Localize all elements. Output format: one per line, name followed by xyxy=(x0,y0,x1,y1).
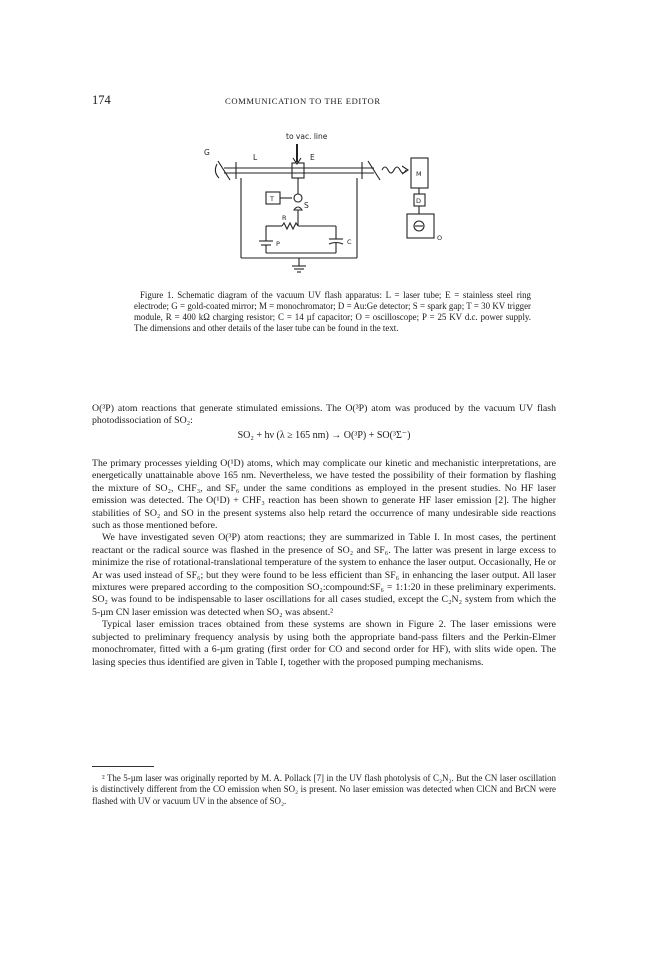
body-intro xyxy=(92,403,556,428)
paragraph-2: The primary processes yielding O(¹D) atoms, which may complicate our kinetic and mechanistic interpretations, are energetically unattainable above 165 nm. Nevertheless, we have tested the possibility of their formation by flashing the mixture of SO₂, CHF₃, and SF₆ under the same conditions as employed in the present studies. No HF laser emission was detected. The O(¹D) + CHF₃ reaction has been shown to generate HF laser emission [2]. The higher stabilities of SO₂ and SO in the present systems also help retard the occurrence of many undesirable side reactions such as those mentioned before. xyxy=(92,458,556,532)
label-s: S xyxy=(304,201,309,210)
body-main xyxy=(92,458,556,669)
page-number: 174 xyxy=(92,93,111,107)
label-l: L xyxy=(253,153,258,162)
window-right xyxy=(368,161,380,180)
center-electrode xyxy=(292,163,304,178)
label-p: P xyxy=(276,240,280,248)
footnote-rule xyxy=(92,766,154,767)
label-e: E xyxy=(310,153,315,162)
label-o: O xyxy=(437,234,443,242)
label-vac-line: to vac. line xyxy=(286,132,328,141)
spark-gap xyxy=(294,194,302,202)
label-c: C xyxy=(347,238,352,246)
footnote: ² The 5-µm laser was originally reported by M. A. Pollack [7] in the UV flash photolysis of C₂N₂. But the CN laser oscillation is distinctively different from the CO emission when SO₂ is present. No laser emission was detected when ClCN and BrCN were flashed with UV or vacuum UV in the absence of SO₂. xyxy=(92,773,556,806)
emission-wave xyxy=(382,167,406,173)
label-m: M xyxy=(416,170,422,178)
equation: SO₂ + hν (λ ≥ 165 nm) → O(³P) + SO(³Σ⁻) xyxy=(237,430,411,441)
spark-gap-lower xyxy=(294,207,302,210)
running-head: COMMUNICATION TO THE EDITOR xyxy=(225,96,381,106)
mirror-left xyxy=(218,161,230,180)
paragraph-1: O(³P) atom reactions that generate stimulated emissions. The O(³P) atom was produced by the vacuum UV flash photodissociation of SO₂: xyxy=(92,403,556,427)
label-t: T xyxy=(270,195,274,203)
figure-caption: Figure 1. Schematic diagram of the vacuum UV flash apparatus: L = laser tube; E = stainless steel ring electrode; G = gold-coated mirror; M = monochromator; D = Au:Ge detector; S = spark gap; T = 30 KV trigger module, R = 400 kΩ charging resistor; C = 14 µf capacitor; O = oscilloscope; P = 25 KV d.c. power supply. The dimensions and other details of the laser tube can be found in the text. xyxy=(134,290,531,333)
paragraph-3: We have investigated seven O(³P) atom reactions; they are summarized in Table I. In most cases, the pertinent reactant or the radical source was flashed in the presence of SO₂ and SF₆. The latter was present in large excess to minimize the rise of rotational-translational temperature of the system to enhance the laser output. Occasionally, He or Ar was used instead of SF₆; but they were found to be less efficient than SF₆ in enhancing the laser output. All laser mixtures were prepared according to the composition SO₂:compound:SF₆ = 1:1:20 in these preliminary experiments. SO₂ was found to be indispensable to laser oscillations for all cases studied, except the C₂N₂ system from which the 5-µm CN laser emission was detected when SO₂ was absent.² xyxy=(92,532,557,618)
mirror-left-curve xyxy=(215,164,219,178)
resistor xyxy=(282,223,298,229)
label-g: G xyxy=(204,148,210,157)
label-r: R xyxy=(282,214,287,222)
apparatus-schematic xyxy=(196,128,466,278)
label-d: D xyxy=(416,197,422,205)
paragraph-4: Typical laser emission traces obtained from these systems are shown in Figure 2. The laser emissions were subjected to preliminary frequency analysis by using both the appropriate band-pass filters and the Perkin-Elmer monochromater, fitted with a 6-µm grating (first order for CO and second order for HF), with slits wide open. The lasing species thus identified are given in Table I, together with the proposed pumping mechanisms. xyxy=(92,619,556,668)
emission-arrow xyxy=(402,166,408,174)
